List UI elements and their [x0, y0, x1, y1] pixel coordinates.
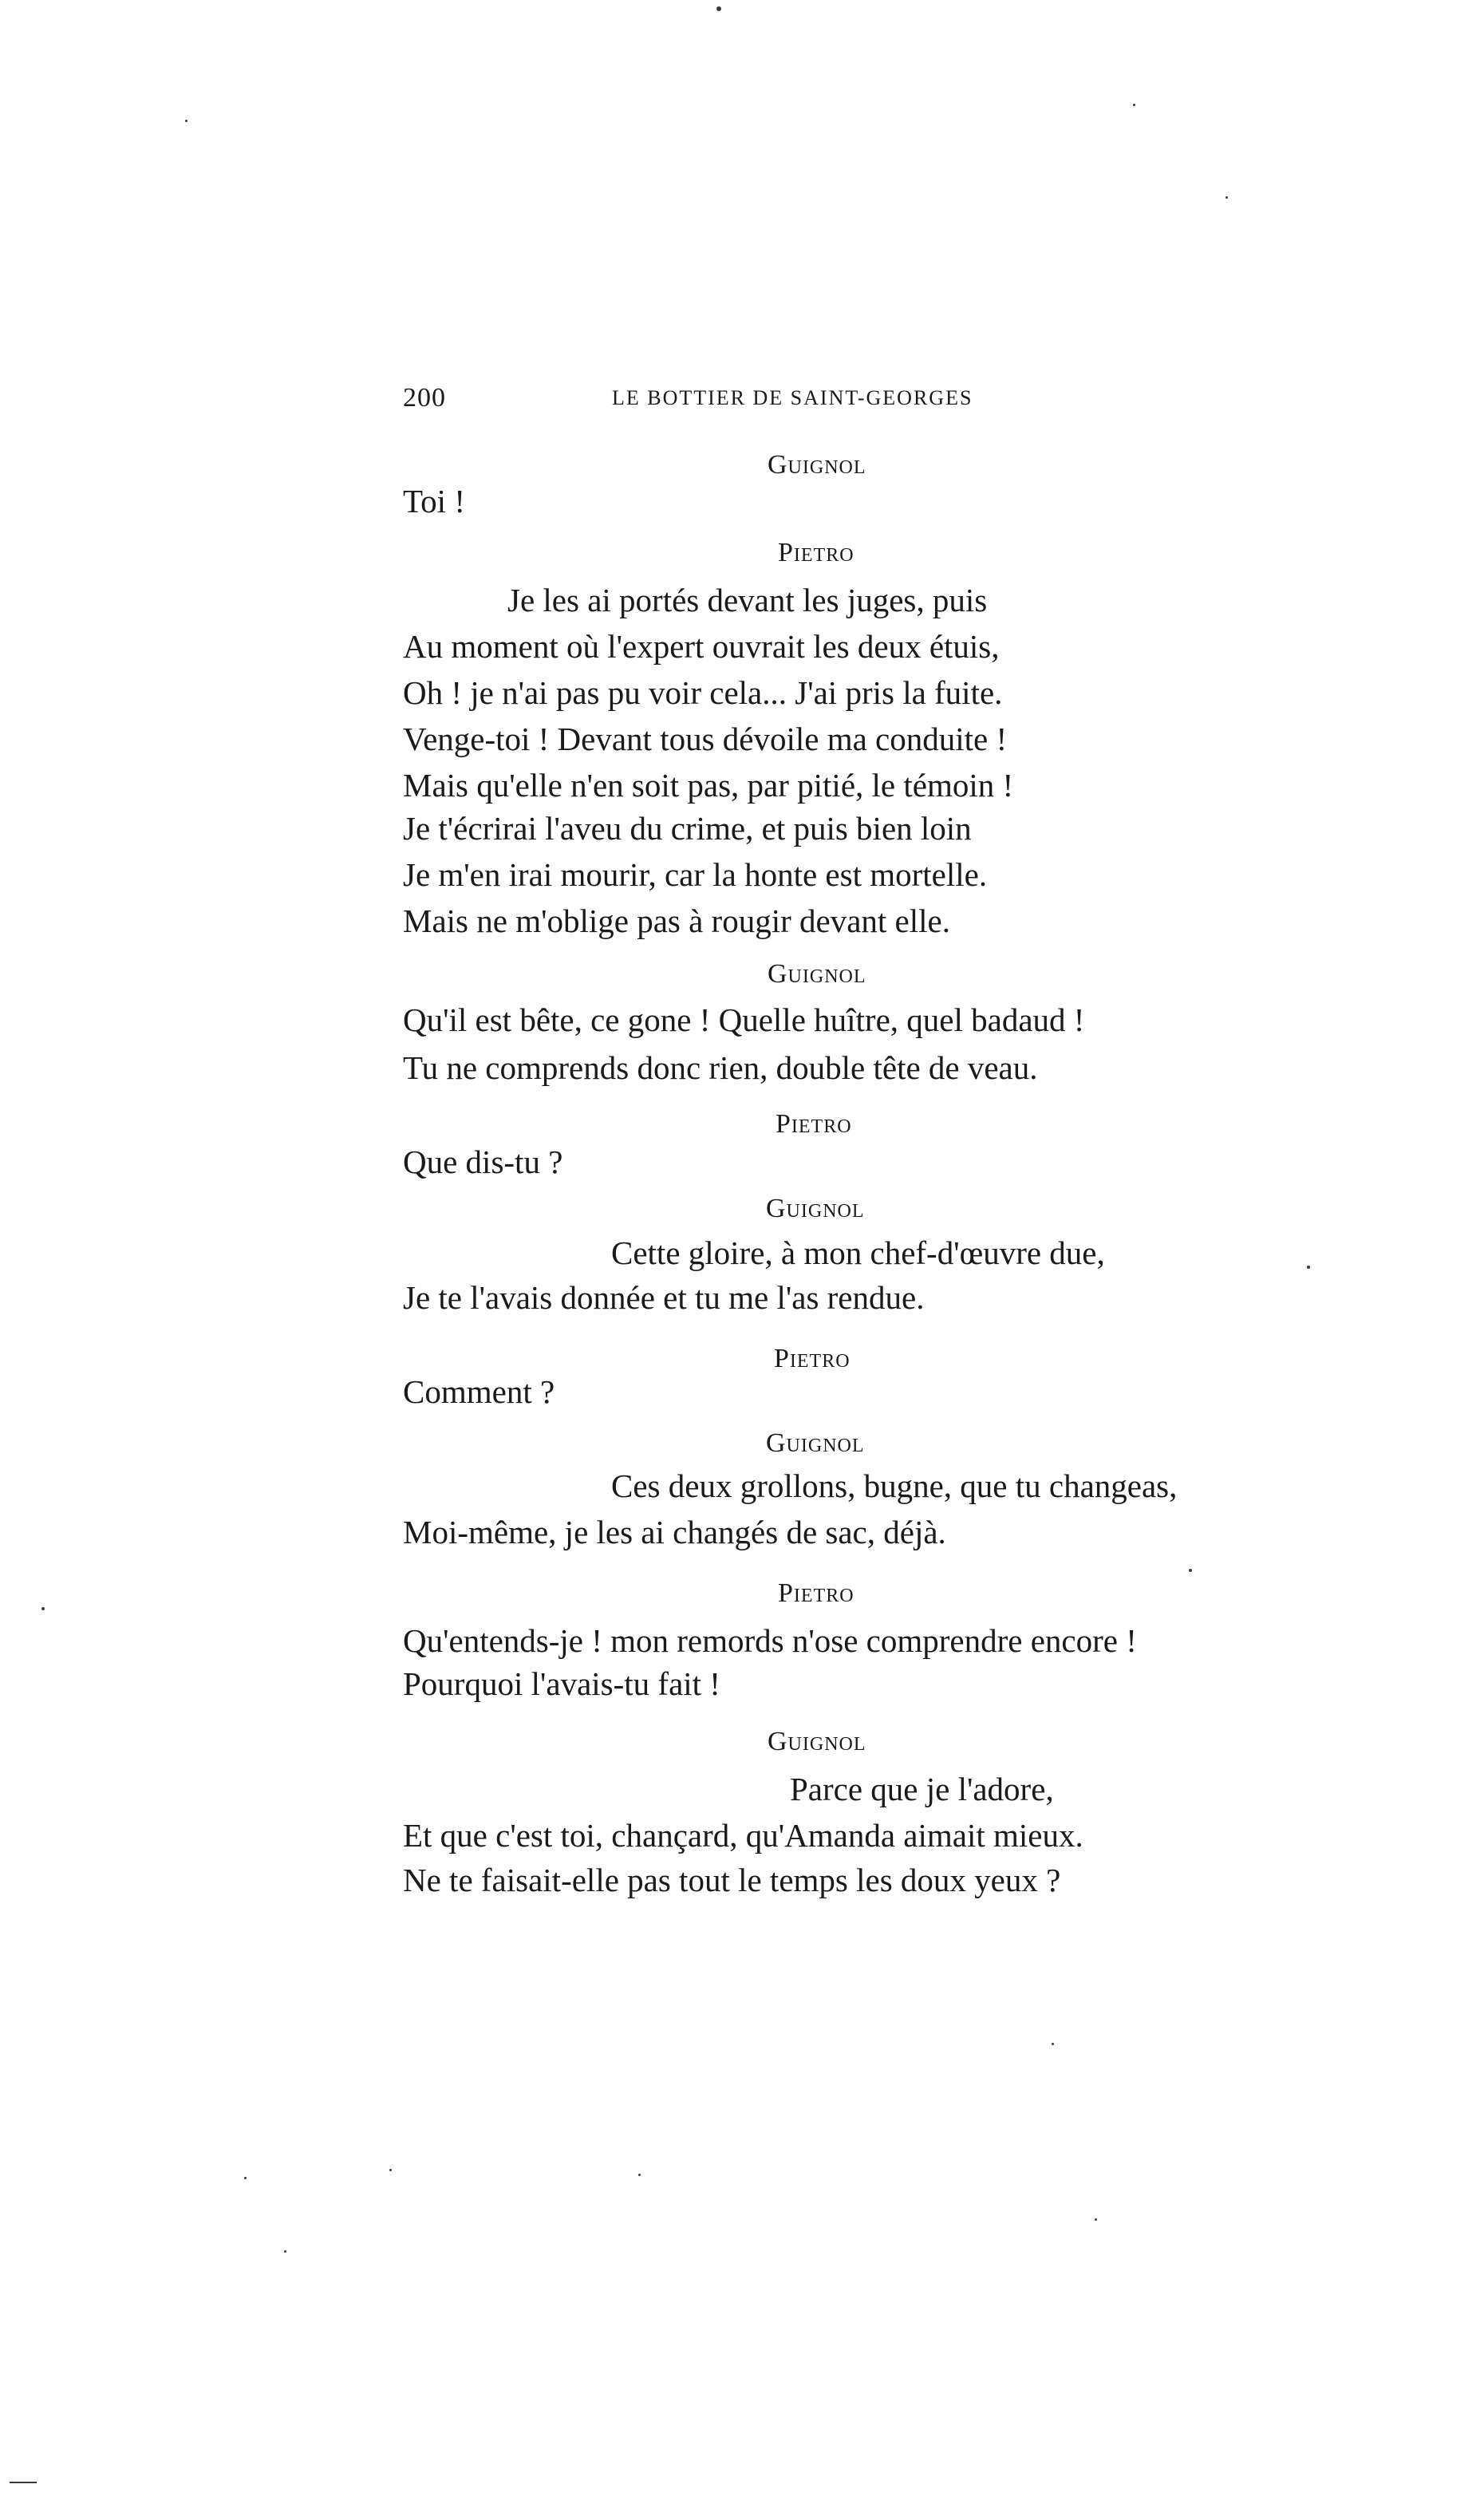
verse-line: Je m'en irai mourir, car la honte est mortelle. — [403, 856, 988, 893]
scan-speck — [185, 120, 187, 122]
scan-speck — [1307, 1266, 1310, 1269]
verse-line: Tu ne comprends donc rien, double tête de veau. — [403, 1049, 1038, 1086]
verse-line: Ne te faisait-elle pas tout le temps les doux yeux ? — [403, 1862, 1061, 1898]
verse-line: Je t'écrirai l'aveu du crime, et puis bien loin — [403, 810, 972, 847]
speaker-pietro: Pietro — [774, 1344, 851, 1373]
verse-line: Au moment où l'expert ouvrait les deux étuis, — [403, 628, 1000, 665]
scan-speck — [244, 2177, 247, 2179]
verse-line: Parce que je l'adore, — [790, 1771, 1054, 1807]
speaker-guignol: Guignol — [768, 450, 866, 480]
scan-speck — [1095, 2218, 1097, 2221]
verse-line: Pourquoi l'avais-tu fait ! — [403, 1665, 720, 1702]
speaker-guignol: Guignol — [768, 1727, 866, 1756]
scan-speck — [389, 2169, 392, 2171]
speaker-guignol: Guignol — [766, 1194, 865, 1223]
speaker-pietro: Pietro — [778, 1578, 854, 1608]
verse-line: Mais ne m'oblige pas à rougir devant elle. — [403, 902, 950, 939]
verse-line: Que dis-tu ? — [403, 1143, 563, 1180]
speaker-pietro: Pietro — [776, 1109, 852, 1139]
scan-speck — [1052, 2043, 1054, 2045]
verse-line: Comment ? — [403, 1373, 555, 1410]
page-header — [403, 383, 1057, 431]
speaker-guignol: Guignol — [766, 1428, 865, 1458]
speaker-guignol: Guignol — [768, 959, 866, 989]
verse-line: Je les ai portés devant les juges, puis — [507, 582, 988, 618]
running-title: LE BOTTIER DE SAINT-GEORGES — [612, 386, 973, 409]
scan-speck — [1189, 1569, 1192, 1572]
verse-line: Ces deux grollons, bugne, que tu changeas, — [611, 1467, 1178, 1504]
scan-speck — [638, 2174, 641, 2176]
scan-speck — [41, 1607, 45, 1610]
verse-line: Moi-même, je les ai changés de sac, déjà. — [403, 1514, 946, 1550]
scan-speck — [10, 2482, 37, 2483]
scan-speck — [284, 2250, 286, 2253]
verse-line: Qu'entends-je ! mon remords n'ose comprendre encore ! — [403, 1622, 1137, 1659]
scan-speck — [1133, 104, 1135, 106]
verse-line: Je te l'avais donnée et tu me l'as rendue. — [403, 1279, 925, 1316]
verse-line: Qu'il est bête, ce gone ! Quelle huître, quel badaud ! — [403, 1001, 1085, 1038]
verse-line: Mais qu'elle n'en soit pas, par pitié, le témoin ! — [403, 767, 1014, 804]
page-number: 200 — [403, 383, 446, 413]
scan-speck — [1225, 196, 1228, 199]
verse-line: Toi ! — [403, 483, 465, 519]
verse-line: Cette gloire, à mon chef-d'œuvre due, — [611, 1234, 1105, 1271]
verse-line: Venge-toi ! Devant tous dévoile ma conduite ! — [403, 721, 1008, 757]
verse-line: Et que c'est toi, chançard, qu'Amanda aimait mieux. — [403, 1817, 1083, 1854]
speaker-pietro: Pietro — [778, 538, 854, 567]
scan-speck — [716, 6, 721, 11]
verse-line: Oh ! je n'ai pas pu voir cela... J'ai pris la fuite. — [403, 674, 1003, 711]
